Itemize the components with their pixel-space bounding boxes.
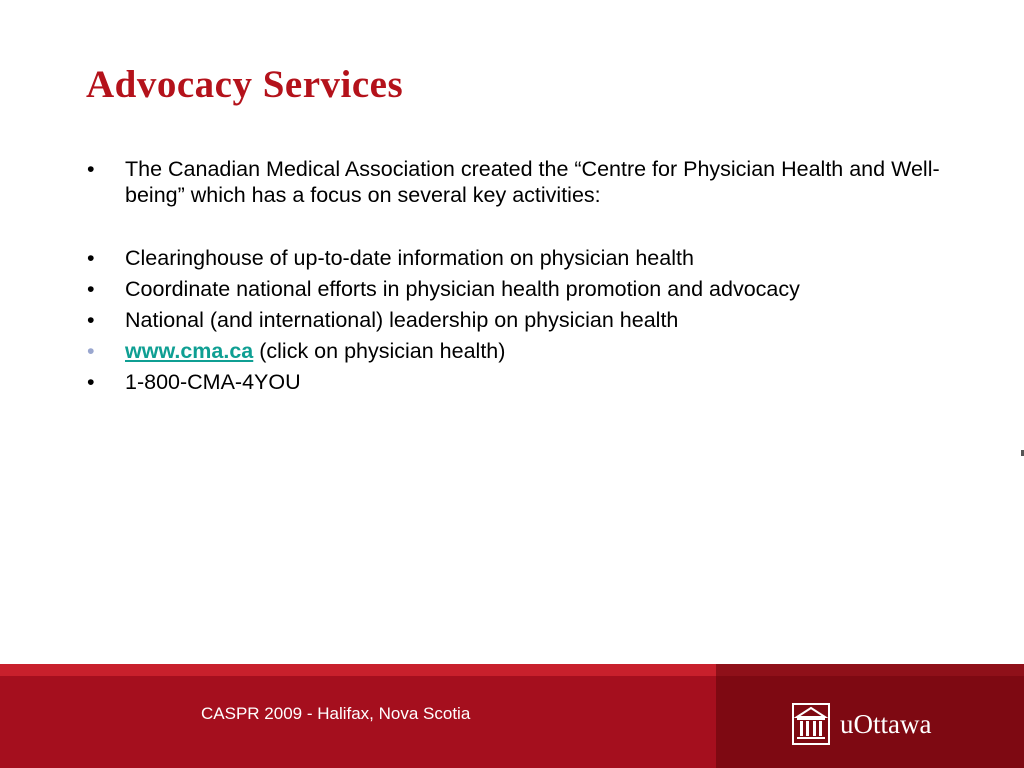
bullet-item [87, 338, 957, 364]
bullet-item [87, 245, 957, 271]
bullet-marker: • [87, 339, 95, 363]
bullet-marker: • [87, 157, 95, 181]
bullet-text: National (and international) leadership on physician health [125, 308, 679, 332]
bullet-marker: • [87, 370, 95, 394]
bullet-marker: • [87, 246, 95, 270]
bullet-list [87, 156, 957, 400]
cma-website-link[interactable]: www.cma.ca [125, 339, 254, 363]
bullet-item [87, 156, 957, 208]
bullet-text: Coordinate national efforts in physician health promotion and advocacy [125, 277, 800, 301]
bullet-marker: • [87, 277, 95, 301]
bullet-text: The Canadian Medical Association created the “Centre for Physician Health and Well-being” which has a focus on several key activities: [125, 157, 940, 207]
bullet-marker: • [87, 308, 95, 332]
bullet-text: (click on physician health) [253, 339, 506, 363]
logo-wordmark: uOttawa [840, 709, 932, 739]
footer-logo-panel-stripe [716, 664, 1024, 676]
uottawa-logo [792, 702, 931, 746]
bullet-text: Clearinghouse of up-to-date information on physician health [125, 246, 694, 270]
footer-caption: CASPR 2009 - Halifax, Nova Scotia [201, 704, 471, 723]
bullet-item [87, 307, 957, 333]
bullet-item [87, 276, 957, 302]
bullet-text: 1-800-CMA-4YOU [125, 370, 301, 394]
bullet-item [87, 369, 957, 395]
slide-title: Advocacy Services [86, 63, 404, 106]
university-building-icon [792, 703, 830, 745]
